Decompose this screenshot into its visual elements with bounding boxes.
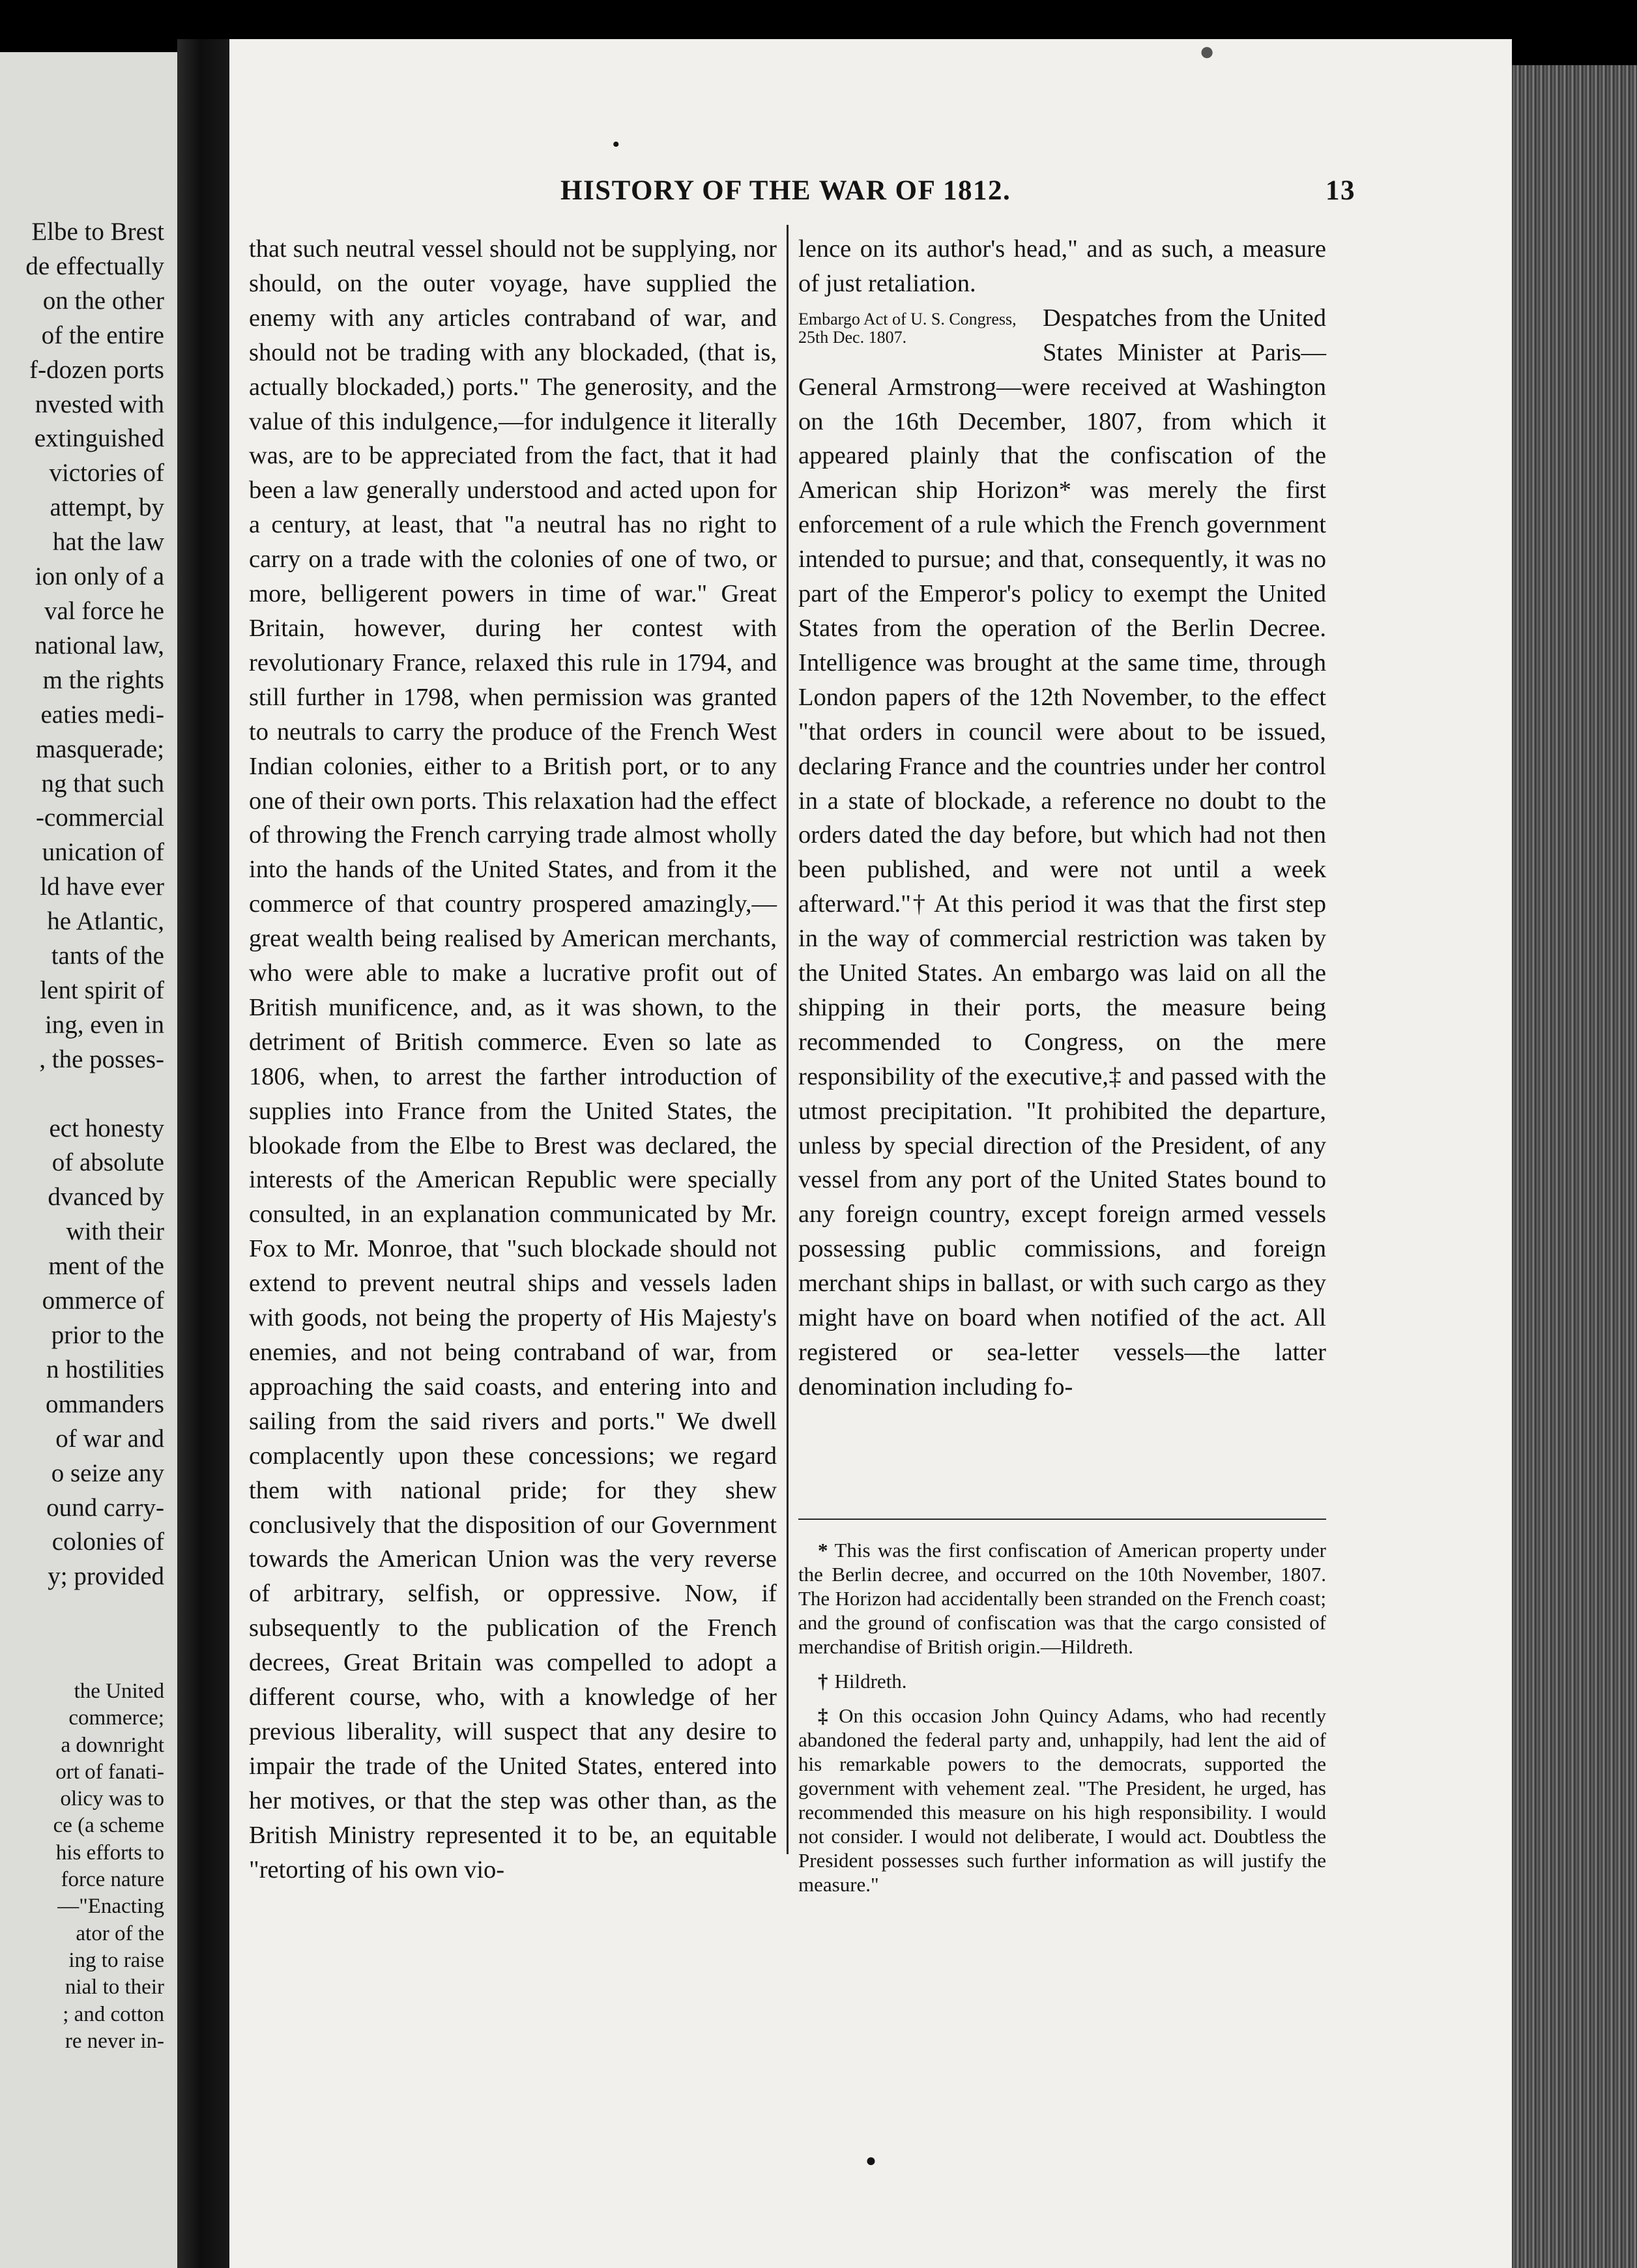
scan-speck: ●: [1199, 36, 1215, 66]
previous-page-line: his efforts to: [55, 1840, 164, 1865]
margin-sidenote: Embargo Act of U. S. Congress, 25th Dec. 1807.: [798, 309, 1017, 347]
previous-page-fragment: [0, 52, 177, 2268]
previous-page-line: —"Enacting: [57, 1895, 164, 1919]
previous-page-line: dvanced by: [48, 1183, 164, 1212]
right-column-paragraph: [798, 301, 1326, 1404]
previous-page-line: , the posses-: [39, 1045, 164, 1073]
previous-page-line: on the other: [42, 286, 164, 315]
previous-page-line: Elbe to Brest: [31, 218, 164, 246]
footnote-3: [798, 1704, 1326, 1897]
previous-page-line: ng that such: [41, 769, 164, 798]
previous-page-line: ion only of a: [35, 562, 164, 591]
previous-page-line: m the rights: [42, 665, 164, 694]
footnote-text: Hildreth.: [834, 1670, 907, 1693]
book-gutter: [177, 39, 229, 2268]
previous-page-line: ect honesty: [49, 1114, 164, 1142]
previous-page-line: ommerce of: [42, 1287, 164, 1315]
previous-page-line: ort of fanati-: [55, 1760, 164, 1784]
previous-page-line: masquerade;: [35, 734, 164, 763]
left-column: [249, 232, 777, 1887]
previous-page-line: force nature: [61, 1868, 164, 1892]
previous-page-line: nial to their: [65, 1975, 164, 1999]
previous-page-line: ound carry-: [46, 1493, 164, 1522]
previous-page-line: -commercial: [35, 804, 164, 832]
previous-page-line: colonies of: [51, 1528, 164, 1556]
previous-page-line: extinguished: [34, 424, 164, 453]
running-header: [560, 175, 1355, 214]
previous-page-line: of war and: [55, 1424, 164, 1453]
previous-page-line: n hostilities: [46, 1355, 164, 1384]
previous-page-line: ommanders: [46, 1389, 164, 1418]
previous-page-line: eaties medi-: [40, 700, 164, 729]
previous-page-line: of absolute: [51, 1148, 164, 1177]
page-number: 13: [1326, 175, 1355, 206]
page-edges: [1512, 65, 1637, 2268]
previous-page-line: y; provided: [48, 1562, 164, 1591]
footnote-mark: *: [818, 1539, 828, 1562]
footnote-rule: [798, 1519, 1326, 1520]
ink-dot: ●: [865, 2151, 876, 2171]
previous-page-line: o seize any: [51, 1459, 164, 1487]
previous-page-line: commerce;: [68, 1706, 164, 1730]
footnote-1: [798, 1538, 1326, 1659]
right-column-opening: lence on its author's head," and as such, a measure of just retaliation.: [798, 235, 1326, 297]
right-column: [798, 232, 1326, 1404]
previous-page-line: lent spirit of: [40, 976, 164, 1004]
footnote-text: On this occasion John Quincy Adams, who had recently abandoned the federal party and, unhappily, had lent the aid of his remarkable powers to the democrats, supported the government with vehement zeal. "The President, he urged, has recommended this measure on his high responsibility. I would not consider. I would not deliberate, I would act. Doubtless the President possesses such further information as will justify the measure.": [798, 1704, 1327, 1896]
previous-page-column-upper: [0, 215, 164, 1594]
previous-page-line: national law,: [35, 631, 164, 660]
previous-page-line: victories of: [49, 459, 164, 487]
previous-page-line: tants of the: [51, 942, 164, 970]
footnote-text: This was the first confiscation of American property under the Berlin decree, and occurred on the 10th November, 1807. The Horizon had accidentally been stranded on the French coast; and the ground of confiscation was that the cargo consisted of merchandise of British origin.—Hildreth.: [798, 1539, 1326, 1658]
previous-page-line: de effectually: [25, 252, 164, 280]
previous-page-line: ment of the: [48, 1252, 164, 1281]
previous-page-line: the United: [74, 1679, 164, 1703]
previous-page-line: a downright: [61, 1733, 164, 1757]
footnote-2: [798, 1669, 1326, 1693]
previous-page-line: ce (a scheme: [53, 1814, 164, 1838]
previous-page-line: ; and cotton: [63, 2002, 164, 2026]
previous-page-line: of the entire: [41, 321, 164, 349]
running-title: HISTORY OF THE WAR OF 1812.: [560, 175, 1011, 206]
column-divider: [787, 225, 789, 1854]
previous-page-line: hat the law: [52, 528, 164, 557]
previous-page-line: olicy was to: [60, 1787, 164, 1811]
previous-page-line: he Atlantic,: [47, 907, 164, 936]
previous-page-line: ing, even in: [44, 1010, 164, 1039]
previous-page-line: attempt, by: [50, 493, 164, 522]
previous-page-column-lower: [0, 1678, 164, 2055]
previous-page-line: nvested with: [35, 390, 164, 418]
previous-page-line: ing to raise: [68, 1948, 164, 1972]
previous-page-line: f-dozen ports: [29, 355, 164, 384]
previous-page-line: unication of: [42, 838, 164, 867]
footnotes: [798, 1538, 1326, 1907]
footnote-mark: ‡: [818, 1704, 833, 1727]
previous-page-line: val force he: [44, 596, 164, 625]
previous-page-line: ld have ever: [40, 873, 164, 901]
previous-page-line: re never in-: [65, 2029, 164, 2053]
footnote-mark: †: [818, 1670, 828, 1693]
left-column-paragraph: that such neutral vessel should not be supplying, nor should, on the outer voyage, have supplied the enemy with any articles contraband of war, and should not be trading with any blockaded, (that is, actually blockaded,) ports." The generosity, and the value of this indulgence,—for indulgence it literally was, are to be appreciated from the fact, that it had been a law generally understood and acted upon for a century, at least, that "a neutral has no right to carry on a trade with the colonies of one of two, or more, belligerent powers in time of war." Great Britain, however, during her contest with revolutionary France, relaxed this rule in 1794, and still further in 1798, when permission was granted to neutrals to carry the produce of the French West Indian colonies, either to a British port, or to any one of their own ports. This relaxation had the effect of throwing the French carrying trade almost wholly into the hands of the United States, and from it the commerce of that country prospered amazingly,—great wealth being realised by American merchants, who were able to make a lucrative profit out of British munificence, and, as it was shown, to the detriment of British commerce. Even so late as 1806, when, to arrest the farther introduction of supplies into France from the United States, the blookade from the Elbe to Brest was declared, the interests of the American Republic were specially consulted, in an explanation communicated by Mr. Fox to Mr. Monroe, that "such blockade should not extend to prevent neutral ships and vessels laden with goods, not being the property of His Majesty's enemies, and not being contraband of war, from approaching the said coasts, and entering into and sailing from the said rivers and ports." We dwell complacently upon these concessions; we regard them with national pride; for they shew conclusively that the disposition of our Government towards the American Union was the very reverse of arbitrary, selfish, or oppressive. Now, if subsequently to the publication of the French decrees, Great Britain was compelled to adopt a different course, who, with a knowledge of her previous liberality, will suspect that any desire to impair the trade of the United States, entered into her motives, or that the step was other than, as the British Ministry represented it to be, an equitable "retorting of his own vio-: [249, 235, 777, 1883]
previous-page-line: prior to the: [51, 1321, 164, 1349]
previous-page-line: [0, 1077, 164, 1112]
right-column-paragraph-text: Despatches from the United States Minister at Paris—General Armstrong—were received at Washington on the 16th December, 1807, from which it appeared plainly that the confiscation of the American ship Horizon* was merely the first enforcement of a rule which the French government intended to pursue; and that, consequently, it was no part of the Emperor's policy to exempt the United States from the operation of the Berlin Decree. Intelligence was brought at the same time, through London papers of the 12th November, to the effect "that orders in council were about to be issued, declaring France and the countries under her control in a state of blockade, a reference no doubt to the orders dated the day before, but which had not then been published, and were not until a week afterward."† At this period it was that the first step in the way of commercial restriction was taken by the United States. An embargo was laid on all the shipping in their ports, the measure being recommended to Congress, on the mere responsibility of the executive,‡ and passed with the utmost precipitation. "It prohibited the departure, unless by special direction of the President, of any vessel from any port of the United States bound to any foreign country, except foreign armed vessels possessing public commissions, and foreign merchant ships in ballast, or with such cargo as they might have on board when notified of the act. All registered or sea-letter vessels—the latter denomination including fo-: [798, 304, 1326, 1401]
previous-page-line: with their: [66, 1217, 164, 1246]
previous-page-line: ator of the: [76, 1921, 164, 1945]
ink-mark: •: [613, 134, 620, 155]
